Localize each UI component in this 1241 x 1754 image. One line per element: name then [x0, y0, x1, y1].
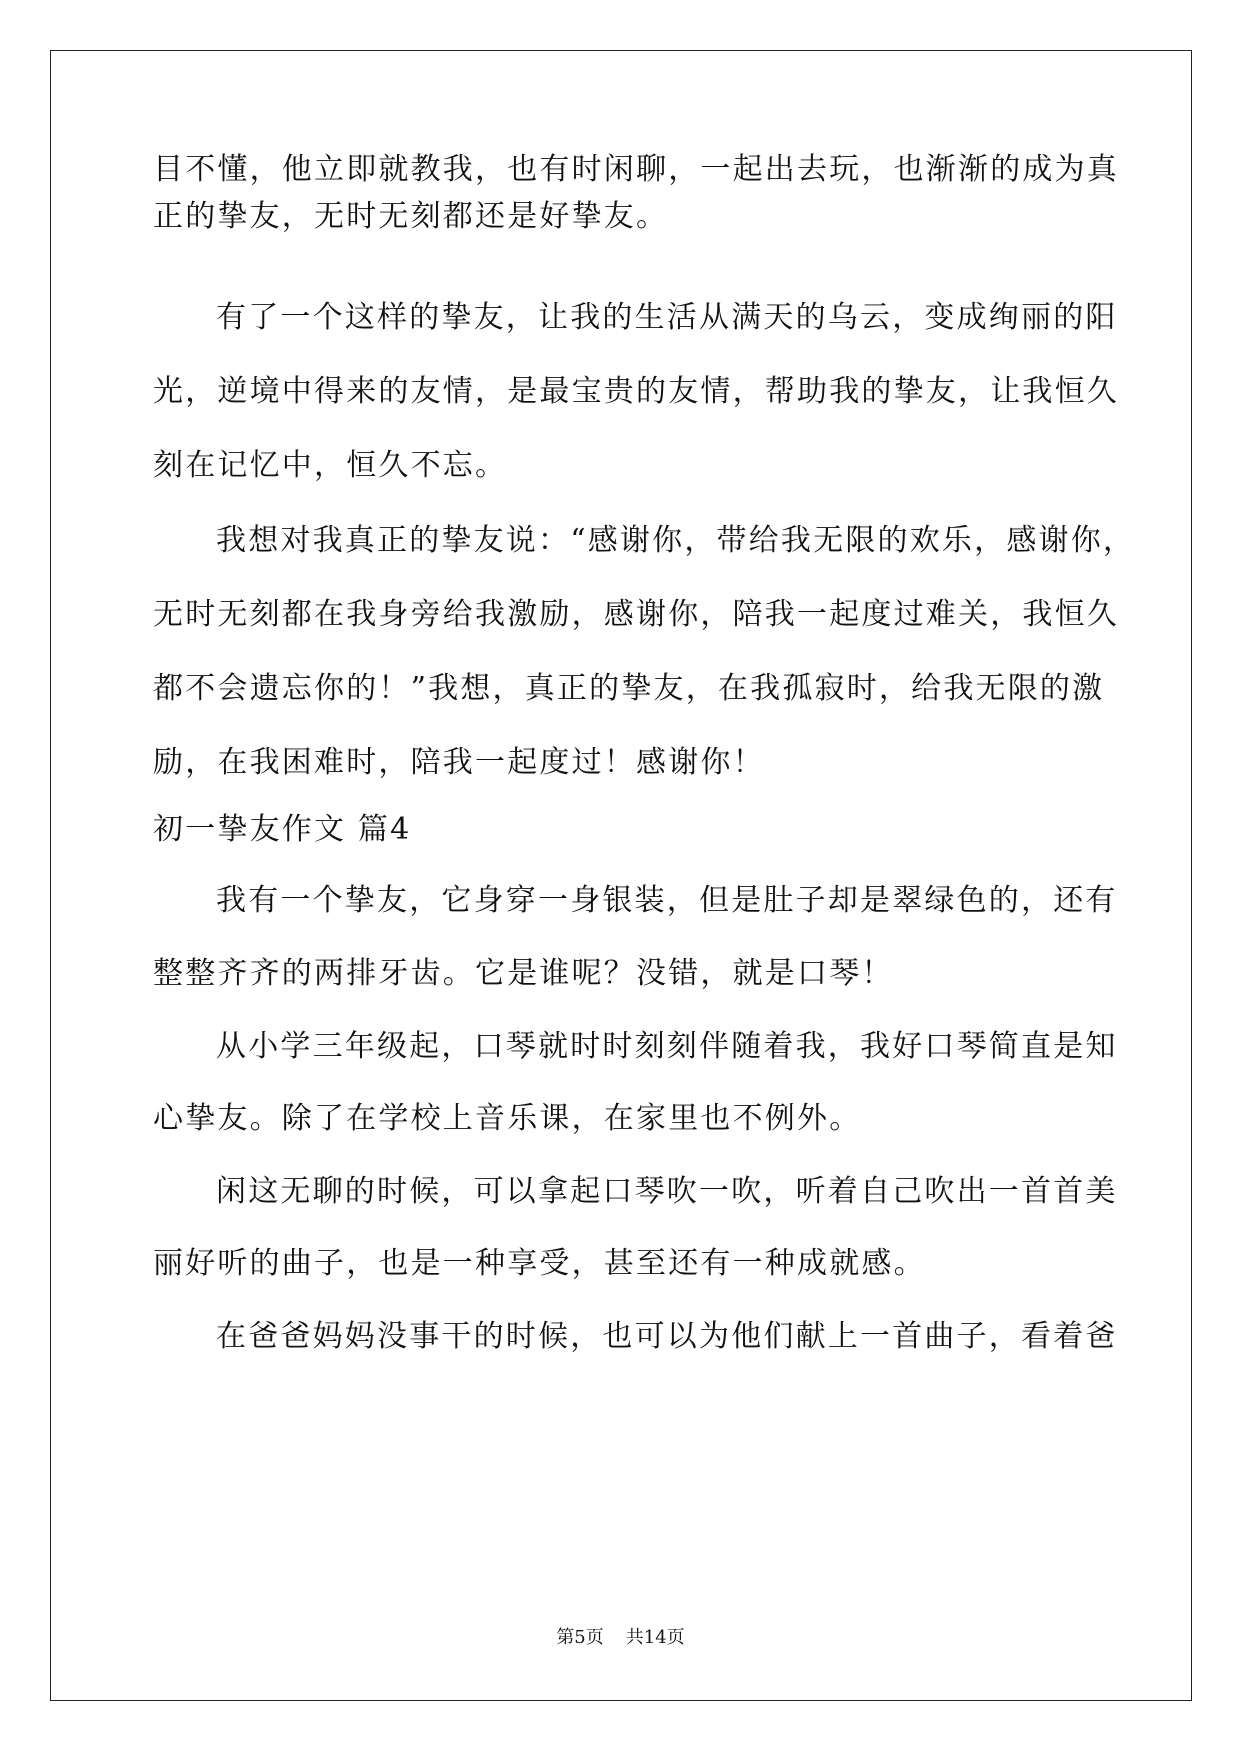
text-line: 正的挚友，无时无刻都还是好挚友。 — [153, 199, 669, 234]
text-line: 都不会遗忘你的！”我想，真正的挚友，在我孤寂时，给我无限的激 — [153, 671, 1105, 706]
paragraph-start-line: 闲这无聊的时候，可以拿起口琴吹一吹，听着自己吹出一首首美 — [216, 1174, 1118, 1209]
paragraph-start-line: 我有一个挚友，它身穿一身银装，但是肚子却是翠绿色的，还有 — [216, 883, 1118, 918]
text-line: 刻在记忆中，恒久不忘。 — [153, 448, 508, 483]
text-line: 励，在我困难时，陪我一起度过！感谢你！ — [153, 745, 765, 780]
paragraph-start-line: 我想对我真正的挚友说：“感谢你，带给我无限的欢乐，感谢你， — [216, 523, 1136, 558]
paragraph-start-line: 从小学三年级起，口琴就时时刻刻伴随着我，我好口琴简直是知 — [216, 1029, 1118, 1064]
text-line: 目不懂，他立即就教我，也有时闲聊，一起出去玩，也渐渐的成为真 — [153, 152, 1119, 187]
paragraph-start-line: 在爸爸妈妈没事干的时候，也可以为他们献上一首曲子，看着爸 — [216, 1319, 1118, 1354]
page-total: 共14页 — [625, 1627, 685, 1648]
paragraph-start-line: 有了一个这样的挚友，让我的生活从满天的乌云，变成绚丽的阳 — [216, 300, 1118, 335]
page-number: 第5页 — [556, 1627, 604, 1648]
text-line: 整整齐齐的两排牙齿。它是谁呢？没错，就是口琴！ — [153, 956, 894, 991]
section-heading: 初一挚友作文 篇4 — [153, 812, 412, 847]
text-line: 光，逆境中得来的友情，是最宝贵的友情，帮助我的挚友，让我恒久 — [153, 374, 1119, 409]
page-footer — [0, 1626, 1241, 1650]
text-line: 心挚友。除了在学校上音乐课，在家里也不例外。 — [153, 1101, 862, 1136]
text-line: 丽好听的曲子，也是一种享受，甚至还有一种成就感。 — [153, 1246, 926, 1281]
text-line: 无时无刻都在我身旁给我激励，感谢你，陪我一起度过难关，我恒久 — [153, 597, 1119, 632]
